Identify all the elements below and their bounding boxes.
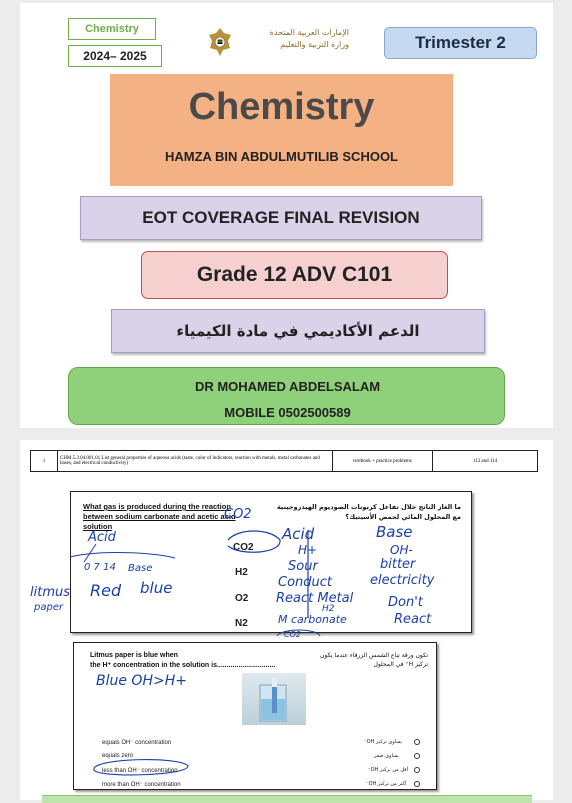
q2-option-3-ar: أقل من تركيز OH⁻: [368, 767, 408, 773]
note-co2-small: CO2: [284, 630, 301, 639]
note-react: React: [394, 612, 432, 627]
q1-question-en: What gas is produced during the reaction between sodium carbonate and acetic acid solution: [83, 502, 236, 531]
cover-page: [20, 3, 553, 428]
q2-question-en-2: the H⁺ concentration in the solution is..............................: [90, 662, 276, 669]
q2-option-1-en[interactable]: equals OH⁻ concentration: [102, 740, 172, 746]
grade-banner: Grade 12 ADV C101: [141, 251, 448, 299]
note-acid-right: Acid: [282, 525, 315, 543]
q2-handwritten-answer: Blue OH>H+: [96, 673, 187, 689]
note-react-metal: React Metal: [276, 591, 354, 606]
q2-option-3-en[interactable]: less than OH⁻ concentration: [102, 768, 178, 774]
row-source: textbook + practice problems: [333, 451, 433, 472]
q2-option-2-en[interactable]: equals zero: [102, 753, 134, 759]
trimester-badge: Trimester 2: [384, 27, 537, 59]
subject-badge: Chemistry: [68, 18, 156, 40]
note-ph-scale: 0 7 14: [84, 562, 116, 573]
note-paper: paper: [34, 602, 64, 613]
teacher-mobile: MOBILE 0502500589: [224, 404, 351, 420]
note-base-right: Base: [376, 523, 413, 541]
q2-option-1-ar: يساوي تركيز OH⁻: [364, 739, 403, 745]
coverage-banner: EOT COVERAGE FINAL REVISION: [80, 196, 482, 240]
year-label: 2024– 2025: [68, 45, 162, 67]
q2-option-2-ar: يساوي صفر: [374, 753, 399, 759]
row-number: 1: [31, 451, 58, 472]
q1-question-ar: ما الغاز الناتج خلال تفاعل كربونات الصوديوم الهيدروجينية مع المحلول المائي لحمض الأسيتيك؟: [276, 503, 461, 521]
row-pages: 113 and 114: [433, 451, 538, 472]
note-carbonate: M carbonate: [278, 613, 347, 626]
title-block: [110, 74, 453, 186]
option-h2[interactable]: H2: [235, 567, 248, 578]
teacher-name: DR MOHAMED ABDELSALAM: [194, 378, 381, 394]
arabic-support-banner: الدعم الأكاديمي في مادة الكيمياء: [111, 309, 485, 353]
question-2-box: [73, 642, 437, 790]
worksheet-page: [20, 440, 553, 800]
ministry-name-ar: الإمارات العربية المتحدة وزارة التربية والتعليم: [269, 28, 349, 49]
q2-option-4-en[interactable]: more than OH⁻ concentration: [102, 782, 181, 788]
note-blue: blue: [140, 579, 173, 597]
beaker-photo: [242, 673, 306, 725]
q2-option-1-radio[interactable]: [414, 739, 420, 745]
q2-option-4-radio[interactable]: [414, 781, 420, 787]
q2-option-4-ar: أكثر من تركيز OH⁻: [366, 781, 407, 787]
q2-option-2-radio[interactable]: [414, 753, 420, 759]
main-title: Chemistry: [188, 85, 375, 128]
q2-option-3-radio[interactable]: [414, 767, 420, 773]
note-red: Red: [90, 581, 122, 600]
note-litmus: litmus: [30, 585, 70, 600]
teacher-contact-banner: [68, 367, 505, 425]
note-h2: H2: [322, 604, 335, 614]
note-acid-top: Acid: [88, 530, 116, 545]
uae-emblem-icon: [207, 26, 233, 58]
option-n2[interactable]: N2: [235, 618, 248, 629]
q2-question-en-1: Litmus paper is blue when: [90, 652, 178, 659]
note-base-small: Base: [128, 563, 153, 574]
note-conduct: Conduct: [278, 575, 333, 590]
row-objective: CHM.5.3.04.001.01 List general properties of aqueous acids (taste, color of indicators, reaction with metals, metal carbonates and bases, and electrical conductivity): [58, 451, 333, 472]
option-o2[interactable]: O2: [235, 593, 249, 604]
note-h-plus: H+: [298, 543, 318, 557]
note-electricity: electricity: [370, 573, 435, 588]
note-oh-minus: OH-: [390, 543, 413, 557]
note-answer-co2: CO2: [224, 507, 252, 522]
school-name: HAMZA BIN ABDULMUTILIB SCHOOL: [164, 148, 398, 164]
note-bitter: bitter: [380, 557, 416, 572]
q2-question-ar-1: تكون ورقة تباع الشمس الزرقاء عندما يكون: [320, 652, 428, 659]
q2-question-ar-2: تركيز H⁺ في المحلول: [373, 661, 428, 668]
note-dont: Don't: [388, 595, 423, 610]
next-section-panel: [42, 795, 532, 803]
option-co2[interactable]: CO2: [233, 542, 254, 553]
note-sour: Sour: [288, 559, 318, 574]
